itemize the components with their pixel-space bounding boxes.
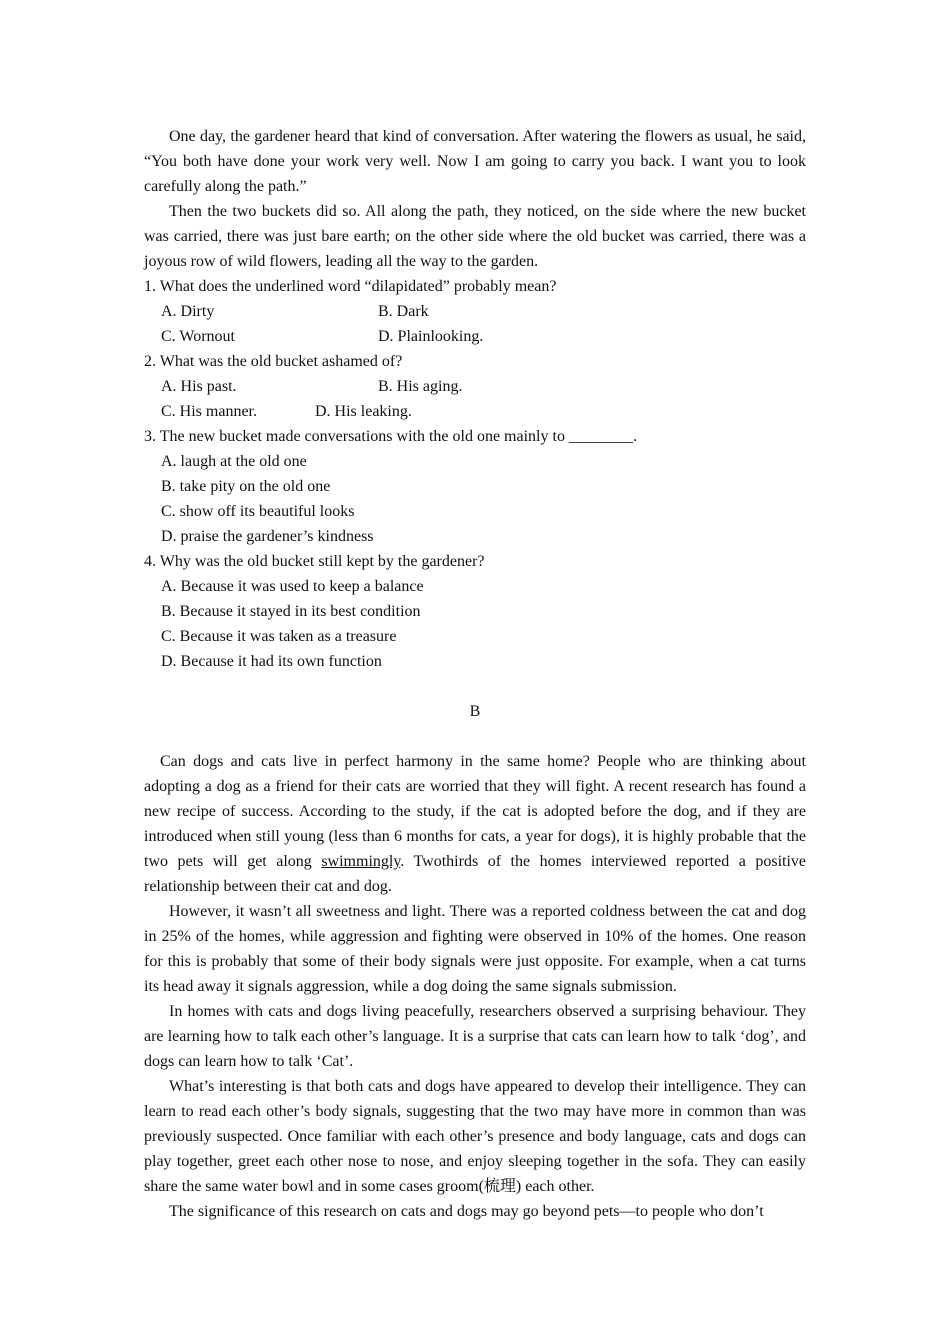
passage-b-paragraph-4: What’s interesting is that both cats and dogs have appeared to develop their intelligence. They can learn to read each other’s body signals, suggesting that the two may have more in common than was previously suspected. Once familiar with each other’s presence and body language, cats and dogs can play together, greet each other nose to nose, and enjoy sleeping together in the sofa. They can easily share the same water bowl and in some cases groom(梳理) each other. <box>144 1078 806 1195</box>
question-2-option-b: B. His aging. <box>378 378 463 395</box>
question-1-stem: 1. What does the underlined word “dilapidated” probably mean? <box>144 278 557 295</box>
passage-b-paragraph-5: The significance of this research on cats and dogs may go beyond pets—to people who don’t <box>169 1203 764 1220</box>
question-3-option-a: A. laugh at the old one <box>161 453 307 470</box>
question-2-option-c: C. His manner. <box>161 403 257 420</box>
question-3-option-d: D. praise the gardener’s kindness <box>161 528 374 545</box>
question-3-stem: 3. The new bucket made conversations with the old one mainly to ________. <box>144 428 637 445</box>
passage-b-paragraph-3: In homes with cats and dogs living peacefully, researchers observed a surprising behaviour. They are learning how to talk each other’s language. It is a surprise that cats can learn how to talk ‘dog’, and dogs can learn how to talk ‘Cat’. <box>144 1003 806 1070</box>
passage-b-paragraph-2: However, it wasn’t all sweetness and light. There was a reported coldness between the cat and dog in 25% of the homes, while aggression and fighting were observed in 10% of the homes. One reason for this is probably that some of their body signals were just opposite. For example, when a cat turns its head away it signals aggression, while a dog doing the same signals submission. <box>144 903 806 995</box>
question-1-options-row-2 <box>144 324 806 349</box>
question-4-option-d: D. Because it had its own function <box>161 653 382 670</box>
passage-b-paragraph-1 <box>144 749 806 899</box>
question-4-option-b: B. Because it stayed in its best condition <box>161 603 421 620</box>
question-4-option-a: A. Because it was used to keep a balance <box>161 578 424 595</box>
question-2-options-row-2 <box>144 399 806 424</box>
question-3-option-b: B. take pity on the old one <box>161 478 331 495</box>
question-1-option-b: B. Dark <box>378 303 429 320</box>
section-b-title: B <box>469 703 481 720</box>
underlined-word-swimmingly: swimmingly <box>321 853 401 870</box>
question-1-option-c: C. Wornout <box>161 328 235 345</box>
page-content <box>144 124 806 1224</box>
question-2-option-d: D. His leaking. <box>315 403 412 420</box>
question-4-option-c: C. Because it was taken as a treasure <box>161 628 397 645</box>
passage-b-p1-text-before: Can dogs and cats live in perfect harmony in the same home? People who are thinking about adopting a dog as a friend for their cats are worried that they will fight. A recent research has found a new recipe of success. According to the study, if the cat is adopted before the dog, and if they are introduced when still young (less than 6 months for cats, a year for dogs), it is highly probable that the two pets will get along <box>144 753 806 870</box>
question-3-option-c: C. show off its beautiful looks <box>161 503 355 520</box>
question-4-stem: 4. Why was the old bucket still kept by the gardener? <box>144 553 485 570</box>
question-1-option-d: D. Plainlooking. <box>378 328 484 345</box>
question-2-options-row-1 <box>144 374 806 399</box>
question-1-option-a: A. Dirty <box>161 303 215 320</box>
passage-b-p1-text-after: . Twothirds of the homes interviewed reported a positive relationship between their cat and dog. <box>144 853 807 895</box>
question-2-option-a: A. His past. <box>161 378 237 395</box>
passage-a-paragraph-1: One day, the gardener heard that kind of conversation. After watering the flowers as usual, he said, “You both have done your work very well. Now I am going to carry you back. I want you to look carefully along the path.” <box>144 128 806 195</box>
question-2-stem: 2. What was the old bucket ashamed of? <box>144 353 403 370</box>
question-1-options-row-1 <box>144 299 806 324</box>
passage-a-paragraph-2: Then the two buckets did so. All along the path, they noticed, on the side where the new bucket was carried, there was just bare earth; on the other side where the old bucket was carried, there was a joyous row of wild flowers, leading all the way to the garden. <box>144 203 806 270</box>
